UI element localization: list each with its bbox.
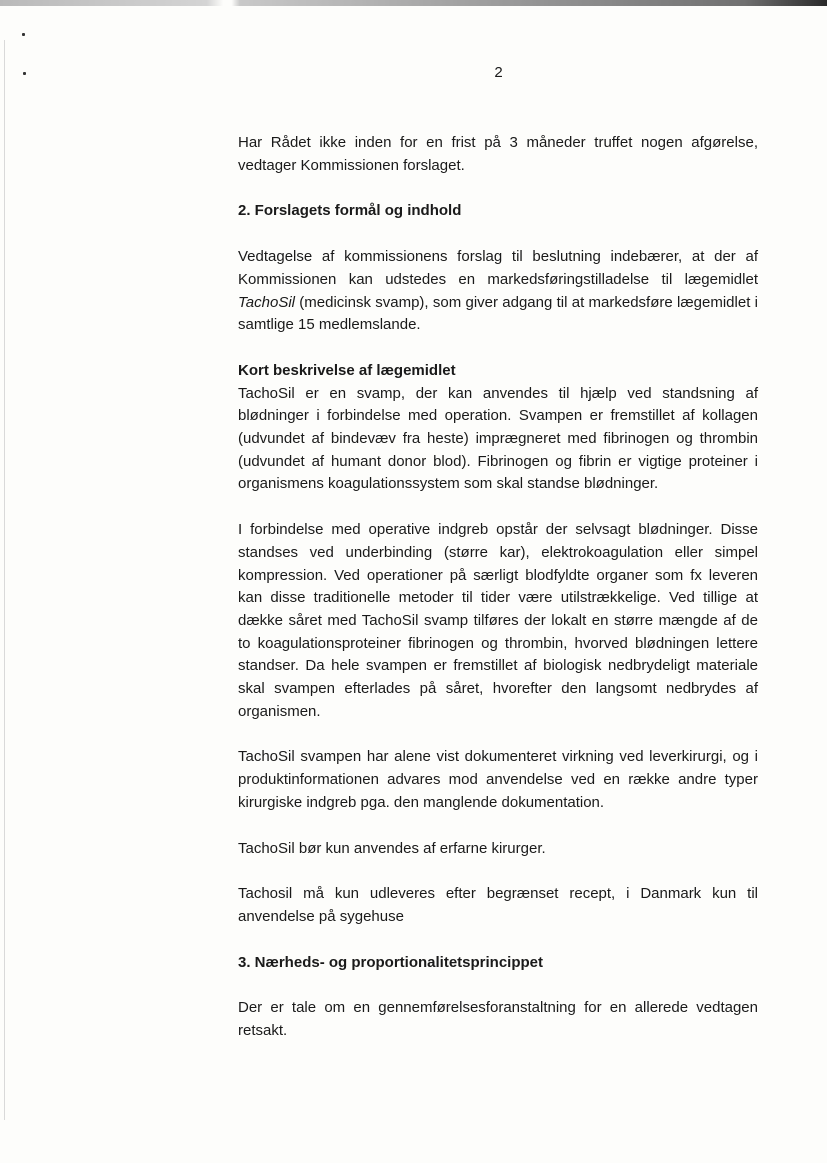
paragraph-experienced-surgeons: TachoSil bør kun anvendes af erfarne kirurger. — [238, 839, 546, 857]
section-heading-purpose: 2. Forslagets formål og indhold — [238, 202, 462, 220]
paragraph-implementing-measure: Der er tale om en gennemførelsesforanstaltning for en allerede vedtagen retsakt. — [238, 999, 758, 1040]
scan-speck — [22, 33, 25, 36]
paragraph-surgical-bleeding: I forbindelse med operative indgreb opstår der selvsagt blødninger. Disse standses ved underbinding (større kar), elektrokoagulation eller simpel kompression. Ved operationer på særligt blodfyldte organer som fx leveren kan disse traditionelle metoder til tider være utilstrækkelige. Ved tillige at dække såret med TachoSil svamp tilføres der lokalt en større mængde af de to koagulationsproteiner fibrinogen og thrombin, hvorved blødningen lettere standser. Da hele svampen er fremstillet af biologisk nedbrydeligt materiale skal svampen efterlades på såret, hvorefter den langsomt nedbrydes af organismen. — [238, 521, 758, 720]
paragraph-adoption-part-a: Vedtagelse af kommissionens forslag til beslutning indebærer, at der af Kommissionen kan udstedes en markedsføringstilladelse til lægemidlet — [238, 248, 758, 288]
subheading-product-description: Kort beskrivelse af lægemidlet — [238, 361, 456, 379]
product-name-italic: TachoSil — [238, 293, 295, 311]
section-heading-subsidiarity: 3. Nærheds- og proportionalitetsprincippet — [238, 953, 544, 971]
scan-border-left — [4, 40, 5, 1120]
page-number: 2 — [494, 64, 503, 81]
paragraph-adoption-part-b: (medicinsk svamp), som giver adgang til at markedsføre lægemidlet i samtlige 15 medlemslande. — [238, 293, 758, 334]
paragraph-documented-effect: TachoSil svampen har alene vist dokumenteret virkning ved leverkirurgi, og i produktinformationen advares mod anvendelse ved en række andre typer kirurgiske indgreb pga. den manglende dokumentation. — [238, 748, 758, 811]
paragraph-product-description: TachoSil er en svamp, der kan anvendes til hjælp ved standsning af blødninger i forbindelse med operation. Svampen er fremstillet af kollagen (udvundet af bindevæv fra heste) imprægneret med fibrinogen og thrombin (udvundet af humant donor blod). Fibrinogen og fibrin er vigtige proteiner i organismens koagulationssystem som skal standse blødninger. — [238, 384, 758, 493]
paragraph-council-deadline: Har Rådet ikke inden for en frist på 3 måneder truffet nogen afgørelse, vedtager Kommissionen forslaget. — [238, 134, 758, 174]
scan-border-top — [0, 0, 827, 6]
paragraph-prescription: Tachosil må kun udleveres efter begrænset recept, i Danmark kun til anvendelse på sygehuse — [238, 885, 758, 925]
paragraph-adoption — [238, 246, 758, 337]
document-body — [238, 132, 758, 1043]
